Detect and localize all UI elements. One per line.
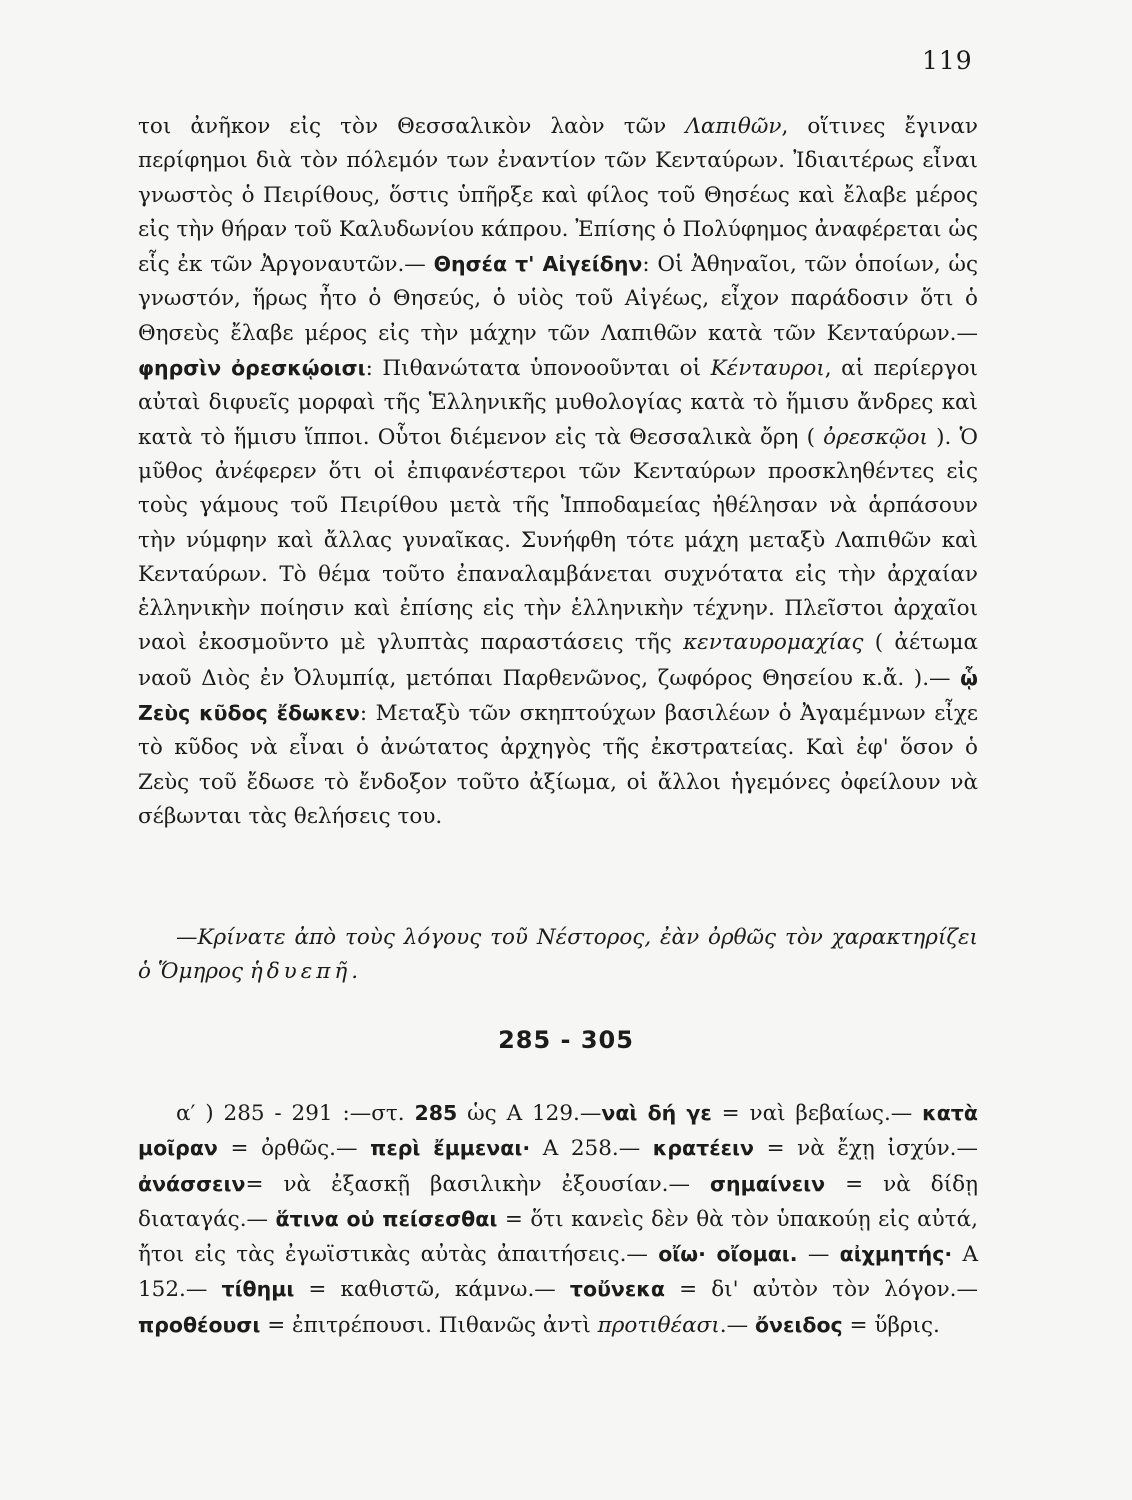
italic-term: Κένταυροι [710,356,825,382]
lemma-term: ᾧ Ζεὺς κῦδος ἔδωκεν [138,665,978,726]
lemma-term: τίθημι [221,1277,295,1302]
commentary-paragraph [138,1096,978,1343]
text-run: — [797,1242,840,1268]
lemma-term: οἴω· οἴομαι. [658,1242,798,1267]
text-run: = νὰ ἐξασκῇ βασιλικὴν ἐξουσίαν.— [245,1171,711,1197]
text-run: τοι ἀνῆκον εἰς τὸν Θεσσαλικὸν λαὸν τῶν [138,114,686,139]
section-heading: 285 - 305 [498,1026,634,1054]
body-paragraph [138,110,978,834]
text-run: .— [719,1312,755,1338]
text-run: = ναὶ βεβαίως.— [711,1101,923,1126]
text-run: : Μεταξὺ τῶν σκηπτούχων βασιλέων ὁ Ἀγαμέμνων εἶχε τὸ κῦδος νὰ εἶναι ὁ ἀνώτατος ἀρχηγὸς τῆς ἐκστρατείας. Καὶ ἐφ' ὅσον ὁ Ζεὺς τοῦ ἔδωσε τὸ ἔνδοξον τοῦτο ἀξίωμα, οἱ ἄλλοι ἡγεμόνες ὀφείλουν νὰ σέβωνται τὰς θελήσεις του. [138,701,978,829]
text-run: = ἐπιτρέπουσι. Πιθανῶς ἀντὶ [260,1312,598,1338]
lemma-term: περὶ ἔμμεναι· [370,1136,531,1161]
text-run: Α 258.— [530,1136,653,1162]
lemma-term: σημαίνειν [710,1171,826,1196]
text-run: = δι' αὐτὸν τὸν λόγον.— [664,1277,978,1303]
text-run: ( ἀέτωμα ναοῦ Διὸς ἐν Ὀλυμπίᾳ, μετόπαι Παρθενῶνος, ζωφόρος Θησείου κ.ἄ. ).— [138,630,978,691]
text-run: = νὰ ἔχῃ ἰσχύν.— [753,1136,979,1162]
lemma-term: φηρσὶν ὀρεσκῴοισι [138,356,366,381]
text-run: : Οἱ Ἀθηναῖοι, τῶν ὁποίων, ὡς γνωστόν, ἥρως ἦτο ὁ Θησεύς, ὁ υἱὸς τοῦ Αἰγέως, εἶχον παράδοσιν ὅτι ὁ Θησεὺς ἔλαβε μέρος εἰς τὴν μάχην τῶν Λαπιθῶν κατὰ τῶν Κενταύρων.— [138,252,978,346]
lemma-term: αἰχμητής· [839,1242,953,1267]
italic-term: ὀρεσκῷοι [823,424,928,450]
spaced-term: ἡδυεπῆ [249,959,352,985]
lemma-term: κατὰ μοῖραν [138,1101,978,1161]
lemma-term: 285 [414,1101,458,1125]
question-paragraph [138,921,978,990]
italic-term: κενταυρομαχίας [683,630,864,656]
italic-term: Λαπιθῶν [685,114,782,139]
lemma-term: κρατέειν [652,1136,754,1161]
lemma-term: ναὶ δή γε [601,1101,712,1125]
text-run: : Πιθανώτατα ὑπονοοῦνται οἱ [365,356,711,382]
lemma-term: ἅτινα οὐ πείσεσθαι [275,1206,498,1231]
question-end: . [351,959,359,985]
lemma-term: Θησέα τ' Αἰγείδην [433,252,643,277]
question-text: —Κρίνατε ἀπὸ τοὺς λόγους τοῦ Νέστορος, ἐὰν ὀρθῶς τὸν χαρακτηρίζει ὁ Ὅμηρος [138,925,978,985]
text-run: = ὕβρις. [842,1312,940,1338]
page-number: 119 [922,46,973,75]
text-run: = ὀρθῶς.— [217,1136,371,1162]
lemma-term: προθέουσι [138,1312,261,1337]
text-run: = νὰ δίδῃ διαταγάς.— [138,1171,979,1232]
text-run: = καθιστῶ, κάμνω.— [294,1277,570,1303]
text-run: α′ ) 285 - 291 :—στ. [176,1101,415,1126]
text-run: , αἱ περίεργοι αὐταὶ διφυεῖς μορφαὶ τῆς Ἑλληνικῆς μυθολογίας κατὰ τὸ ἥμισυ ἄνδρες καὶ κατὰ τὸ ἥμισυ ἵπποι. Οὗτοι διέμενον εἰς τὰ Θεσσαλικὰ ὄρη ( [138,356,978,450]
text-run: , οἵτινες ἔγιναν περίφημοι διὰ τὸν πόλεμόν των ἐναντίον τῶν Κενταύρων. Ἰδιαιτέρως εἶναι γνωστὸς ὁ Πειρίθους, ὅστις ὑπῆρξε καὶ φίλος τοῦ Θησέως καὶ ἔλαβε μέρος εἰς τὴν θήραν τοῦ Καλυδωνίου κάπρου. Ἐπίσης ὁ Πολύφημος ἀναφέρεται ὡς εἷς ἐκ τῶν Ἀργοναυτῶν.— [138,114,978,278]
lemma-term: ὄνειδος [754,1312,843,1337]
text-run: ). Ὁ μῦθος ἀνέφερεν ὅτι οἱ ἐπιφανέστεροι τῶν Κενταύρων προσκληθέντες εἰς τοὺς γάμους τοῦ Πειρίθου μετὰ τῆς Ἱπποδαμείας ἠθέλησαν νὰ ἁρπάσουν τὴν νύμφην καὶ ἄλλας γυναῖκας. Συνήφθη τότε μάχη μεταξὺ Λαπιθῶν καὶ Κενταύρων. Τὸ θέμα τοῦτο ἐπαναλαμβάνεται συχνότατα εἰς τὴν ἀρχαίαν ἑλληνικὴν ποίησιν καὶ ἐπίσης εἰς τὴν ἑλληνικὴν τέχνην. Πλεῖστοι ἀρχαῖοι ναοὶ ἐκοσμοῦντο μὲ γλυπτὰς παραστάσεις τῆς [138,424,978,656]
text-run: Α 152.— [138,1242,978,1303]
text-run: = ὅτι κανεὶς δὲν θὰ τὸν ὑπακούῃ εἰς αὐτά, ἤτοι εἰς τὰς ἐγωϊστικὰς αὐτὰς ἀπαιτήσεις.— [138,1206,978,1268]
text-run: ὡς Α 129.— [457,1101,602,1126]
italic-term: προτιθέασι [597,1312,720,1338]
lemma-term: τοὔνεκα [569,1277,665,1302]
lemma-term: ἀνάσσειν [138,1171,246,1196]
